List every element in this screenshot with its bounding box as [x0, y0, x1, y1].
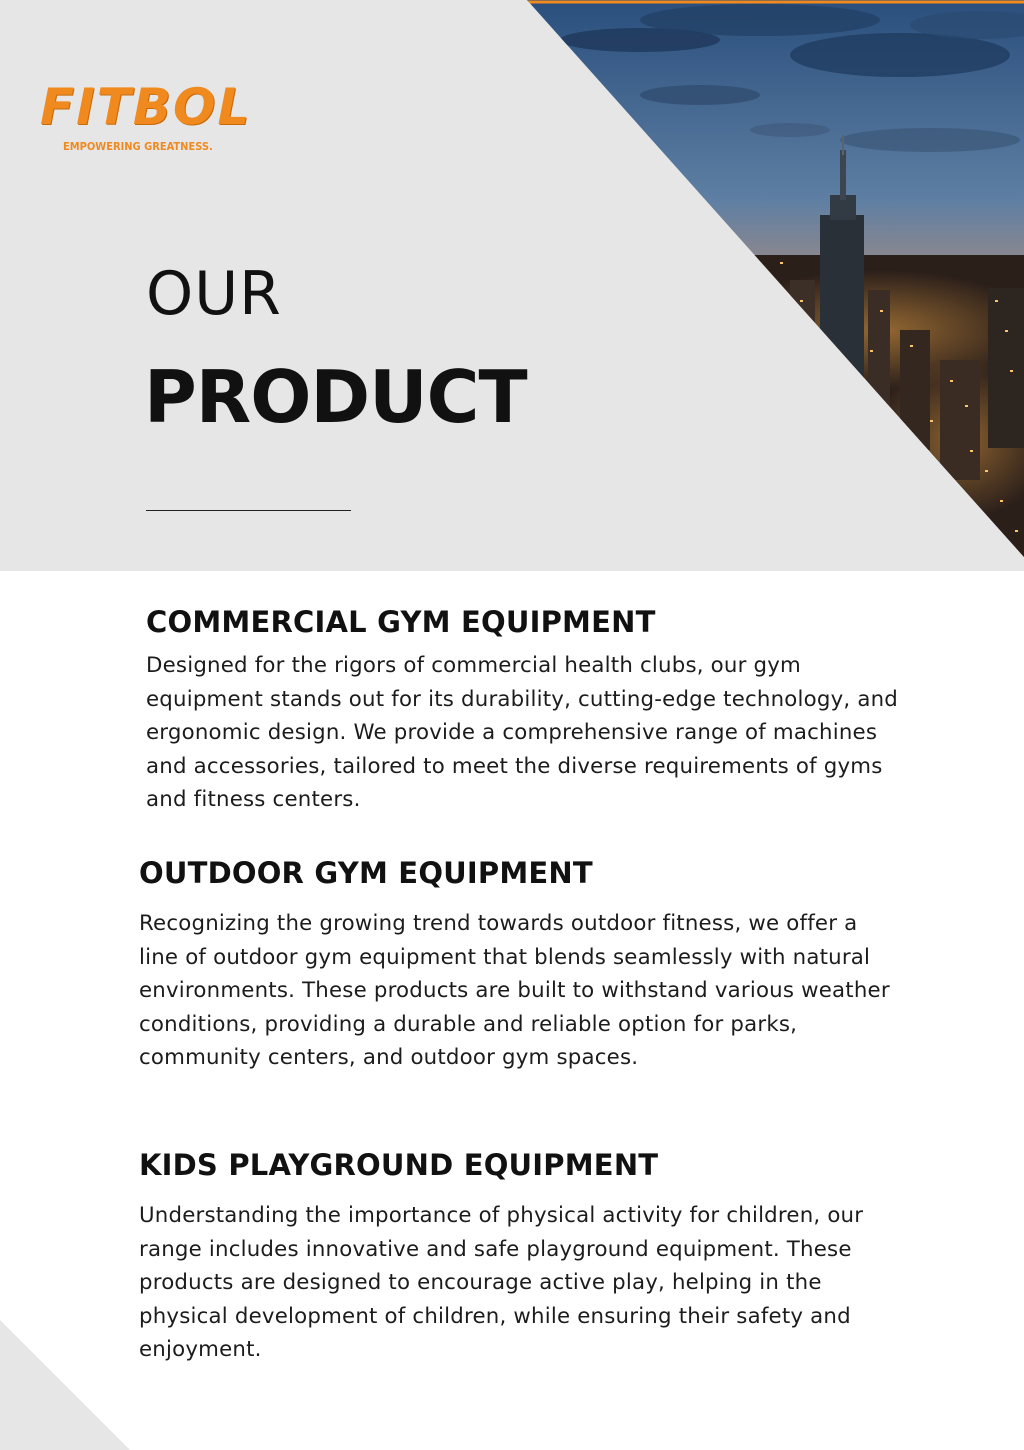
- section-body: Recognizing the growing trend towards outdoor fitness, we offer a line of outdoor gym equipment that blends seamlessly with natural environments. These products are built to withstand various weather conditions, providing a durable and reliable option for parks, community centers, and outdoor gym spaces.: [139, 911, 890, 1071]
- section-body: Understanding the importance of physical activity for children, our range includes innovative and safe playground equipment. These products are designed to encourage active play, helping in the physical development of children, while ensuring their safety and enjoyment.: [139, 1203, 864, 1363]
- section-outdoor-gym: [139, 855, 899, 1075]
- section-body: Designed for the rigors of commercial health clubs, our gym equipment stands out for its durability, cutting-edge technology, and ergonomic design. We provide a comprehensive range of machines and accessories, tailored to meet the diverse requirements of gyms and fitness centers.: [146, 653, 899, 813]
- hero-banner: [0, 0, 1024, 571]
- brand-name: FITBOL: [40, 78, 252, 136]
- corner-decoration: [0, 1320, 130, 1450]
- section-heading: OUTDOOR GYM EQUIPMENT: [139, 856, 593, 890]
- page-title-line1: OUR: [146, 259, 282, 329]
- section-heading: KIDS PLAYGROUND EQUIPMENT: [139, 1148, 659, 1182]
- section-kids-playground: [139, 1147, 899, 1367]
- title-divider: [146, 510, 351, 511]
- brand-tagline: EMPOWERING GREATNESS.: [63, 140, 213, 153]
- brand-logo[interactable]: [40, 80, 255, 160]
- section-commercial-gym: [146, 604, 906, 817]
- page-title-line2: PRODUCT: [144, 355, 527, 439]
- section-heading: COMMERCIAL GYM EQUIPMENT: [146, 605, 656, 639]
